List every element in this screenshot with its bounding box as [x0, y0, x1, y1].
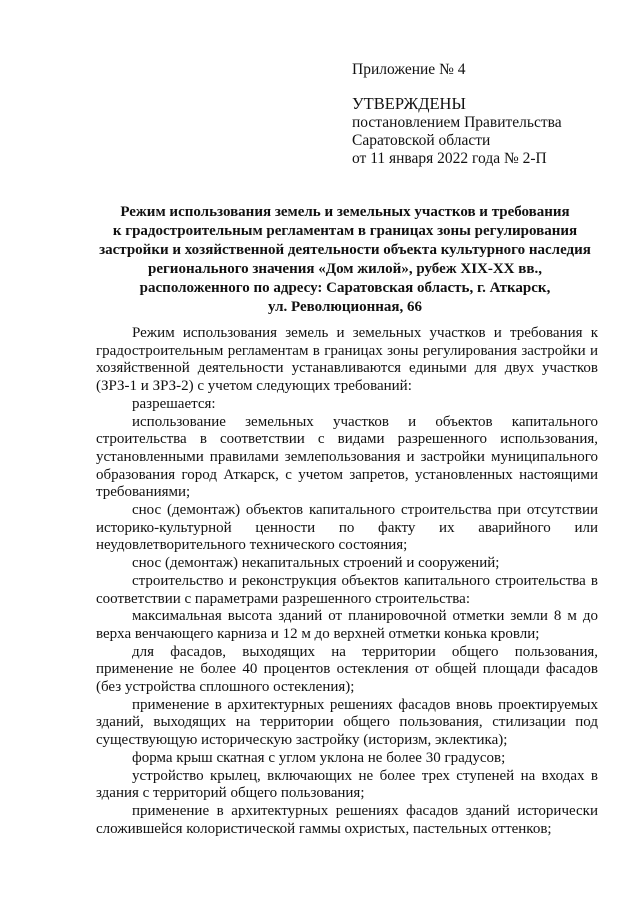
title-line: застройки и хозяйственной деятельности объекта культурного наследия [99, 242, 591, 258]
title-line: расположенного по адресу: Саратовская область, г. Аткарск, [139, 280, 551, 296]
body-paragraph: снос (демонтаж) некапитальных строений и сооружений; [132, 555, 500, 572]
body-paragraph: снос (демонтаж) объектов капитального строительства при отсутствии историко-культурной ценности по факту их аварийного или неудовлетворительного технического состояния; [96, 502, 598, 554]
body-paragraph: разрешается: [132, 395, 216, 412]
body-paragraph: максимальная высота зданий от планировочной отметки земли 8 м до верха венчающего карниза и 12 м до верхней отметки конька кровли; [96, 608, 598, 642]
title-line: регионального значения «Дом жилой», рубеж XIX-XX вв., [148, 261, 542, 277]
appendix-number: Приложение № 4 [352, 61, 466, 78]
document-body [96, 325, 598, 838]
body-paragraph: строительство и реконструкция объектов капитального строительства в соответствии с параметрами разрешенного строительства: [96, 572, 598, 607]
approval-line: Саратовской области [352, 132, 491, 149]
body-paragraph: устройство крылец, включающих не более трех ступеней на входах в здания с территорий общего пользования; [96, 767, 598, 802]
title-line: ул. Революционная, 66 [267, 299, 423, 315]
body-paragraph: применение в архитектурных решениях фасадов зданий исторически сложившейся колористической гаммы охристых, пастельных оттенков; [96, 802, 598, 837]
body-paragraph: использование земельных участков и объектов капитального строительства в соответствии с видами разрешенного использования, установленными правилами землепользования и застройки муниципального образования город Аткарск, с учетом запретов, установленных настоящими требованиями; [96, 413, 598, 501]
document-title [96, 203, 594, 317]
title-line: к градостроительным регламентам в границах зоны регулирования [112, 223, 578, 239]
body-paragraph: для фасадов, выходящих на территории общего пользования, применение не более 40 процентов остекления от общей площади фасадов (без устройства сплошного остекления); [96, 643, 598, 696]
approved-heading: УТВЕРЖДЕНЫ [352, 94, 466, 113]
approval-date-line: от 11 января 2022 года № 2-П [352, 150, 547, 167]
approval-block [352, 61, 562, 168]
approval-line: постановлением Правительства [352, 114, 562, 131]
body-paragraph: Режим использования земель и земельных участков и требования к градостроительным регламентам в границах зоны регулирования застройки и хозяйственной деятельности устанавливаются едиными для двух участков (ЗРЗ-1 и ЗРЗ-2) с учетом следующих требований: [96, 325, 598, 395]
title-line: Режим использования земель и земельных участков и требования [120, 204, 570, 220]
body-paragraph: форма крыш скатная с углом уклона не более 30 градусов; [132, 749, 506, 766]
body-paragraph: применение в архитектурных решениях фасадов вновь проектируемых зданий, выходящих на территории общего пользования, стилизации под существующую историческую застройку (историзм, эклектика); [96, 696, 598, 749]
